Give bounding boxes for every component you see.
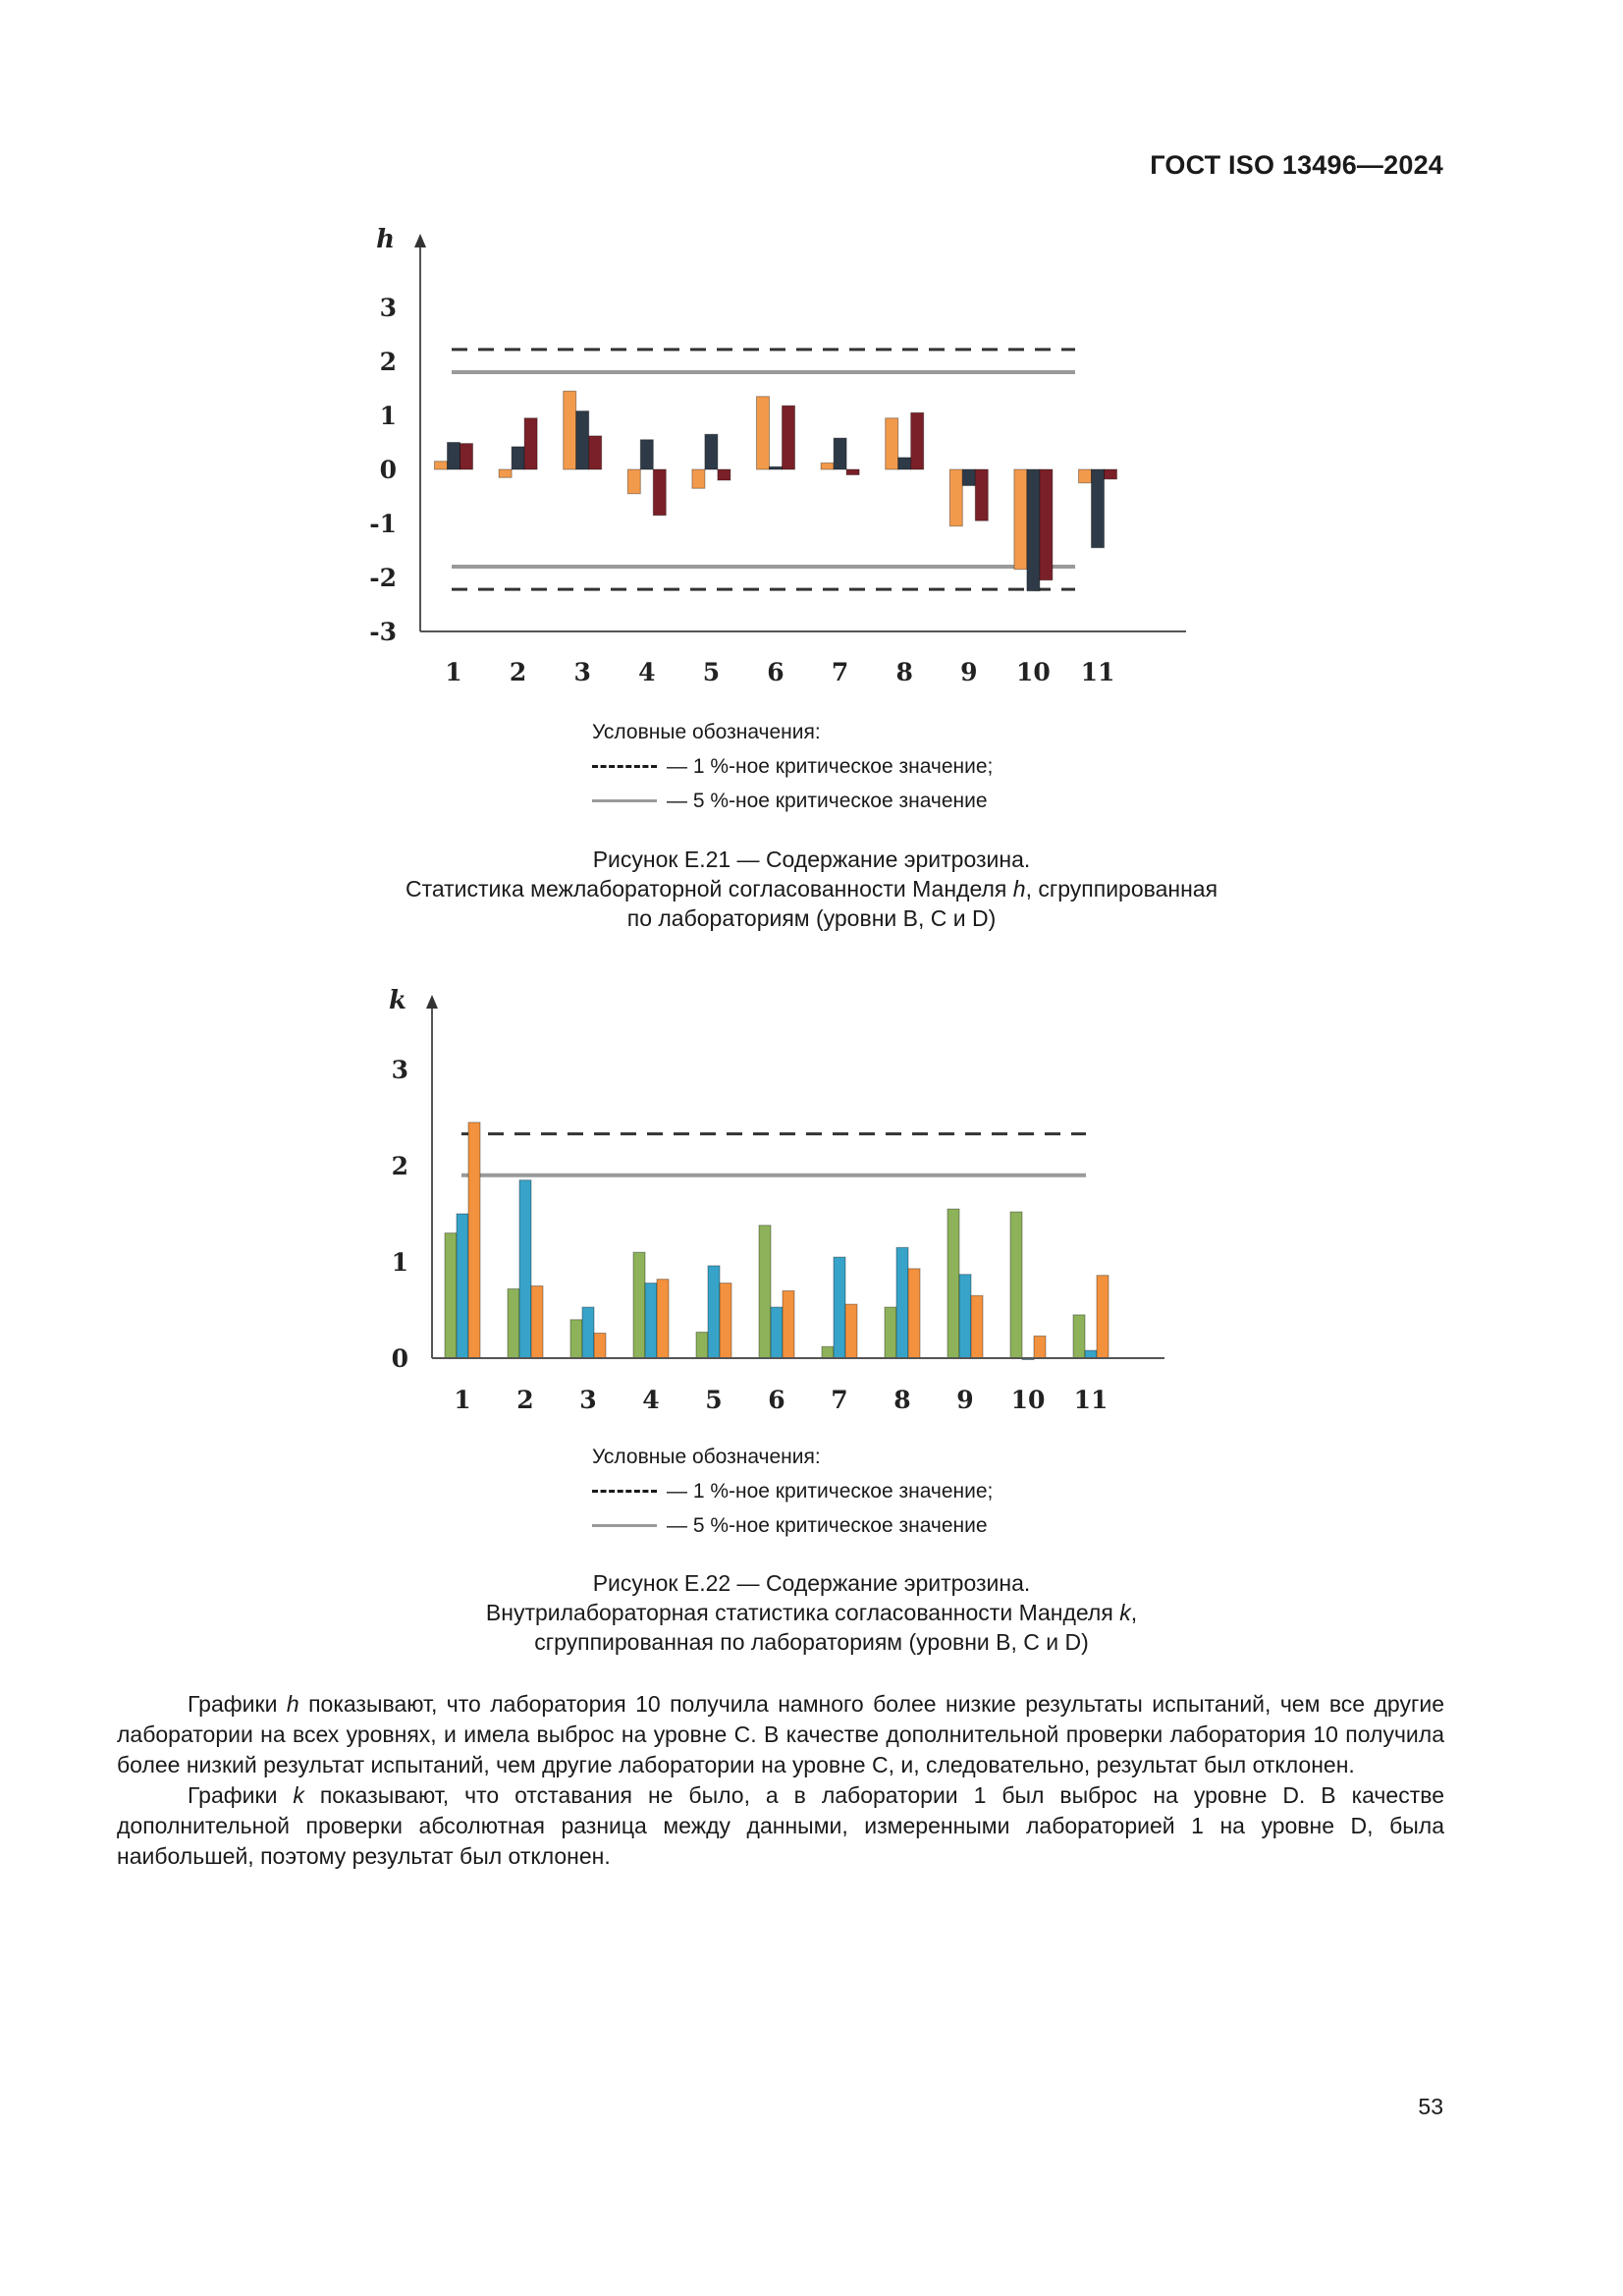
- paragraph: [117, 1689, 1444, 1780]
- bar: [519, 1180, 531, 1358]
- k-chart-legend: [592, 1440, 993, 1543]
- x-tick-label: 4: [638, 658, 656, 686]
- bar: [975, 469, 988, 520]
- x-tick-label: 9: [956, 1386, 974, 1414]
- x-tick-label: 6: [767, 658, 784, 686]
- caption-variable: h: [1012, 876, 1026, 902]
- legend-item-1pct: [592, 1474, 993, 1508]
- bar: [885, 1307, 896, 1358]
- x-tick-label: 9: [960, 658, 978, 686]
- bar: [770, 466, 783, 469]
- bar: [576, 411, 589, 469]
- bar: [633, 1252, 645, 1358]
- x-tick-label: 3: [573, 658, 591, 686]
- legend-item-5pct: [592, 784, 993, 818]
- paragraph: [117, 1780, 1444, 1872]
- page-number: 53: [1418, 2094, 1443, 2119]
- y-tick-label: 2: [391, 1152, 408, 1180]
- k-statistic-chart: [0, 982, 1623, 1434]
- bar: [640, 440, 653, 469]
- bar: [720, 1284, 731, 1358]
- dashed-line-symbol: [592, 1490, 657, 1493]
- bar: [1092, 469, 1105, 548]
- document-header: ГОСТ ISO 13496—2024: [1150, 150, 1443, 180]
- bar: [512, 447, 524, 469]
- bar: [834, 1257, 845, 1358]
- legend-title: Условные обозначения:: [592, 721, 821, 743]
- bar: [1014, 469, 1027, 570]
- bar: [1027, 469, 1040, 591]
- caption-line: по лабораториям (уровни B, C и D): [626, 905, 997, 931]
- bar: [1105, 469, 1117, 479]
- bar: [445, 1233, 457, 1358]
- caption-text: , сгруппированная: [1025, 876, 1218, 902]
- caption-text: Статистика межлабораторной согласованности Манделя: [405, 876, 1013, 902]
- x-tick-label: 10: [1016, 658, 1051, 686]
- caption-text: ,: [1130, 1600, 1138, 1625]
- bar: [759, 1226, 771, 1358]
- h-statistic-chart: [0, 221, 1623, 702]
- bar: [908, 1269, 920, 1358]
- bar: [594, 1334, 606, 1358]
- bar: [524, 418, 537, 469]
- bar: [627, 469, 640, 494]
- legend-title: Условные обозначения:: [592, 1446, 821, 1468]
- bar: [947, 1209, 959, 1358]
- bar: [457, 1214, 468, 1358]
- bar: [468, 1122, 480, 1358]
- bar: [771, 1307, 783, 1358]
- x-tick-label: 8: [895, 658, 913, 686]
- y-tick-label: -2: [369, 564, 397, 592]
- legend-label-5pct: — 5 %-ное критическое значение: [667, 790, 988, 812]
- solid-line-symbol: [592, 799, 657, 802]
- y-tick-label: 3: [379, 294, 397, 322]
- h-chart-legend: [592, 715, 993, 818]
- x-tick-label: 4: [642, 1386, 660, 1414]
- bar-series: [435, 391, 1117, 591]
- x-tick-label: 5: [702, 658, 721, 686]
- bar: [448, 443, 460, 470]
- caption-line: Рисунок Е.21 — Содержание эритрозина.: [592, 847, 1031, 872]
- chart-axes: [369, 225, 1186, 686]
- body-text: [117, 1689, 1444, 1872]
- bar: [834, 438, 846, 469]
- caption-line: [0, 874, 1623, 903]
- figure-caption-e22: [0, 1568, 1623, 1657]
- bar: [564, 391, 576, 469]
- bar: [460, 444, 473, 469]
- critical-lines: [461, 1134, 1086, 1175]
- bar: [1040, 469, 1053, 580]
- bar-series: [445, 1122, 1109, 1360]
- caption-line: сгруппированная по лабораториям (уровни B, C и D): [534, 1629, 1089, 1655]
- bar: [531, 1286, 543, 1359]
- bar: [757, 397, 770, 469]
- y-tick-label: -1: [369, 510, 397, 538]
- paragraph-text: показывают, что отставания не было, а в лаборатории 1 был выброс на уровне D. В качестве дополнительной проверки абсолютная разница между данными, измеренными лабораторией 1 на уровне D, была наибольшей, поэтому результат был отклонен.: [117, 1782, 1444, 1869]
- y-tick-label: -3: [369, 618, 397, 646]
- legend-label-5pct: — 5 %-ное критическое значение: [667, 1514, 988, 1537]
- bar: [1073, 1315, 1085, 1358]
- bar: [821, 463, 834, 469]
- y-tick-label: 0: [391, 1344, 408, 1373]
- x-tick-label: 11: [1080, 658, 1115, 686]
- bar: [845, 1304, 857, 1358]
- bar: [911, 412, 924, 469]
- caption-line: [0, 1598, 1623, 1627]
- x-tick-label: 2: [516, 1386, 534, 1414]
- figure-caption-e21: [0, 845, 1623, 933]
- legend-item-1pct: [592, 749, 993, 784]
- dashed-line-symbol: [592, 765, 657, 768]
- bar: [886, 418, 898, 469]
- paragraph-variable: k: [293, 1782, 304, 1808]
- x-tick-label: 3: [579, 1386, 597, 1414]
- bar: [589, 436, 602, 469]
- x-tick-label: 2: [509, 658, 527, 686]
- y-tick-label: 2: [379, 348, 397, 376]
- x-tick-label: 11: [1073, 1386, 1109, 1414]
- x-tick-label: 6: [768, 1386, 785, 1414]
- y-axis-label: k: [388, 986, 406, 1015]
- bar: [783, 406, 795, 469]
- bar: [570, 1320, 582, 1358]
- bar: [653, 469, 666, 516]
- bar: [718, 469, 730, 480]
- caption-line: Рисунок Е.22 — Содержание эритрозина.: [592, 1570, 1031, 1596]
- x-tick-label: 1: [454, 1386, 471, 1414]
- x-tick-label: 7: [831, 1386, 848, 1414]
- bar: [783, 1290, 794, 1358]
- legend-label-1pct: — 1 %-ное критическое значение;: [667, 755, 994, 778]
- bar: [705, 434, 718, 469]
- legend-label-1pct: — 1 %-ное критическое значение;: [667, 1480, 994, 1503]
- y-axis-arrow-icon: [426, 995, 438, 1009]
- bar: [657, 1280, 669, 1358]
- bar: [949, 469, 962, 526]
- bar: [1097, 1276, 1109, 1358]
- x-tick-label: 1: [445, 658, 462, 686]
- bar: [1010, 1212, 1022, 1358]
- bar: [696, 1333, 708, 1358]
- bar: [1085, 1350, 1097, 1358]
- bar: [708, 1266, 720, 1358]
- paragraph-text: показывают, что лаборатория 10 получила намного более низкие результаты испытаний, чем все другие лаборатории на всех уровнях, и имела выброс на уровне С. В качестве дополнительной проверки лаборатория 10 получила более низкий результат испытаний, чем другие лаборатории на уровне С, и, следовательно, результат был отклонен.: [117, 1691, 1444, 1777]
- bar: [508, 1288, 519, 1358]
- y-tick-label: 3: [391, 1056, 408, 1084]
- caption-variable: k: [1119, 1600, 1131, 1625]
- y-axis-label: h: [376, 225, 395, 254]
- x-tick-label: 7: [831, 658, 849, 686]
- x-tick-label: 8: [893, 1386, 911, 1414]
- y-tick-label: 1: [379, 402, 397, 430]
- paragraph-variable: h: [286, 1691, 299, 1717]
- x-tick-label: 5: [705, 1386, 723, 1414]
- solid-line-symbol: [592, 1524, 657, 1527]
- y-tick-label: 1: [391, 1248, 408, 1277]
- bar: [692, 469, 705, 488]
- bar: [846, 469, 859, 475]
- bar: [435, 462, 448, 469]
- bar: [582, 1307, 594, 1358]
- paragraph-text: Графики: [188, 1691, 287, 1717]
- y-tick-label: 0: [379, 456, 397, 484]
- legend-item-5pct: [592, 1508, 993, 1543]
- bar: [645, 1284, 657, 1358]
- x-tick-label: 10: [1010, 1386, 1046, 1414]
- bar: [898, 458, 911, 469]
- bar: [971, 1295, 983, 1358]
- bar: [896, 1247, 908, 1358]
- paragraph-text: Графики: [188, 1782, 294, 1808]
- bar: [962, 469, 975, 486]
- bar: [1034, 1336, 1046, 1358]
- y-axis-arrow-icon: [414, 234, 426, 247]
- bar: [1079, 469, 1092, 483]
- bar: [499, 469, 512, 477]
- caption-text: Внутрилабораторная статистика согласованности Манделя: [485, 1600, 1120, 1625]
- bar: [959, 1275, 971, 1358]
- bar: [822, 1346, 834, 1358]
